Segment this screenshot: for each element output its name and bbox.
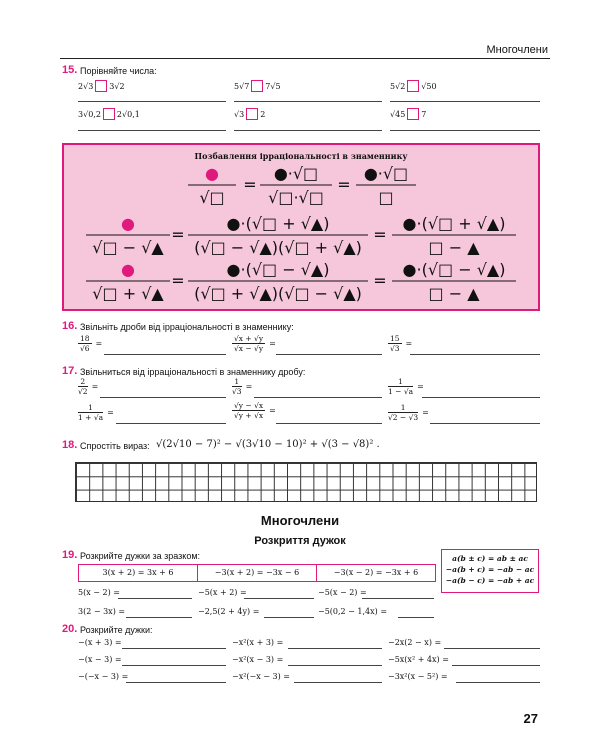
sample-cell: −3(x − 2) = −3x + 6 [333,568,419,577]
l2-rhs-den: □ − ▲ [428,238,480,257]
l2-rhs-num: ●·(√□ + √▲) [402,214,506,233]
answer-line[interactable] [362,598,434,599]
sample-cell: 3(x + 2) = 3x + 6 [79,565,198,581]
rule-formulas [64,145,538,309]
expression: −5x(x² + 4x) = [388,655,449,664]
header-rule [60,58,550,59]
compare-item: √45 7 [390,109,427,119]
expression: −(−x − 3) = [78,672,129,681]
answer-line[interactable] [254,397,382,398]
compare-item: 5√2 √50 [390,81,437,91]
compare-item: 5√7 7√5 [234,81,281,91]
answer-box[interactable] [407,108,419,120]
expression: 3(2 − 3x) = [78,607,126,616]
l2-mid-num: ●·(√□ + √▲) [226,214,330,233]
answer-line[interactable] [126,617,192,618]
rule-line: −a(b − c) = −ab + ac [445,576,535,585]
task-20-number: 20. [62,623,78,635]
answer-line[interactable] [288,648,382,649]
fraction-item: $\frac{2}{√2}$ = [78,377,99,396]
task-18-text: Спростіть вираз: [80,441,150,451]
fraction-item: $\frac{18}{√6}$ = [79,334,103,353]
l1-rhs-den: □ [378,188,394,207]
task-20-text: Розкрийте дужки: [80,625,153,635]
expression: −x²(x + 3) = [232,638,284,647]
rule-line: −a(b + c) = −ab − ac [445,565,535,574]
sample-cell: −3(x + 2) = −3x − 6 [198,565,317,581]
task-19-text: Розкрийте дужки за зразком: [80,551,201,561]
answer-line[interactable] [100,397,226,398]
l1-lhs-num: ● [205,164,219,183]
answer-line[interactable] [276,423,382,424]
answer-line[interactable] [276,354,382,355]
l1-mid-num: ●·√□ [273,164,319,183]
answer-box[interactable] [407,80,419,92]
answer-line[interactable] [288,665,382,666]
fraction-item: $\frac{15}{√3}$ = [389,334,413,353]
section-title: Многочлени [260,513,340,528]
answer-line[interactable] [398,617,434,618]
expression: −5(0,2 − 1,4x) = [318,607,388,616]
task-17-text: Звільниться від ірраціональності в знаменнику дробу: [80,367,306,377]
answer-line[interactable] [122,648,226,649]
l1-rhs-num: ●·√□ [363,164,409,183]
fraction-item: $\frac{1}{√3}$ = [232,377,253,396]
task-15-number: 15. [62,64,78,76]
l1-mid-den: √□·√□ [268,188,324,207]
expression: 5(x − 2) = [78,588,120,597]
answer-line[interactable] [452,665,540,666]
svg-text:=: = [373,271,387,290]
l2-mid-den: (√□ − √▲)(√□ + √▲) [194,238,362,257]
rule-box-caption: Позбавлення ірраціональності в знаменнику [194,151,408,161]
answer-grid[interactable] [75,462,537,502]
expression: −5(x − 2) = [318,588,367,597]
answer-box[interactable] [246,108,258,120]
expression: −(x + 3) = [78,638,122,647]
answer-line[interactable] [422,397,540,398]
task-17-number: 17. [62,365,78,377]
l3-lhs-num: ● [121,260,135,279]
answer-line[interactable] [264,617,314,618]
rule-line: a(b ± c) = ab ± ac [452,554,528,563]
answer-line[interactable] [390,130,540,131]
task-19-number: 19. [62,549,78,561]
answer-line[interactable] [234,130,382,131]
task-16-text: Звільніть дроби від ірраціональності в знаменнику: [80,322,294,332]
compare-item: √3 2 [234,109,266,119]
answer-line[interactable] [390,101,540,102]
fraction-item: $\frac{√x + √y}{√x - √y}$ = [234,334,276,353]
l3-rhs-num: ●·(√□ − √▲) [402,260,506,279]
answer-line[interactable] [126,682,226,683]
answer-line[interactable] [444,648,540,649]
fraction-item: $\frac{1}{1 - √a}$ = [388,377,424,396]
expression: −3x²(x − 5²) = [388,672,448,681]
compare-item: 2√3 3√2 [78,81,125,91]
l3-mid-num: ●·(√□ − √▲) [226,260,330,279]
sample-row [78,564,436,582]
answer-line[interactable] [78,130,226,131]
answer-line[interactable] [294,682,382,683]
fraction-item: $\frac{1}{√2 - √3}$ = [388,403,429,422]
task-16-number: 16. [62,320,78,332]
answer-line[interactable] [244,598,314,599]
l3-lhs-den: √□ + √▲ [92,284,164,303]
answer-line[interactable] [122,665,226,666]
task-18-number: 18. [62,439,78,451]
answer-line[interactable] [78,101,226,102]
compare-item: 3√0,2 2√0,1 [78,109,140,119]
svg-text:=: = [337,175,351,194]
l3-mid-den: (√□ + √▲)(√□ − √▲) [194,284,362,303]
answer-line[interactable] [430,423,540,424]
answer-line[interactable] [104,354,226,355]
l3-rhs-den: □ − ▲ [428,284,480,303]
answer-line[interactable] [234,101,382,102]
fraction-item: $\frac{√y - √x}{√y + √x}$ = [234,401,276,420]
l2-lhs-den: √□ − √▲ [92,238,164,257]
expression: −x²(−x − 3) = [232,672,291,681]
svg-text:=: = [373,225,387,244]
expression: −2,5(2 + 4y) = [198,607,260,616]
answer-box[interactable] [103,108,115,120]
svg-text:=: = [171,225,185,244]
l2-lhs-num: ● [121,214,135,233]
answer-box[interactable] [251,80,263,92]
task-18-expression: √(2√10 − 7)² − √(3√10 − 10)² + √(3 − √8)² . [156,439,380,450]
task-15-text: Порівняйте числа: [80,66,157,76]
running-header: Многочлени [486,44,548,56]
svg-text:=: = [243,175,257,194]
answer-line[interactable] [456,682,540,683]
answer-line[interactable] [116,423,226,424]
page-number: 27 [523,711,538,726]
expression: −(x − 3) = [78,655,122,664]
l1-lhs-den: √□ [199,188,225,207]
rationalization-rule-box [62,143,540,311]
fraction-item: $\frac{1}{1 + √a}$ = [78,403,114,422]
answer-line[interactable] [410,354,540,355]
answer-line[interactable] [118,598,192,599]
expression: −2x(2 − x) = [388,638,442,647]
distribution-rules [441,549,539,593]
svg-text:=: = [171,271,185,290]
answer-box[interactable] [95,80,107,92]
expression: −5(x + 2) = [198,588,247,597]
expression: −x²(x − 3) = [232,655,284,664]
section-subtitle: Розкриття дужок [254,535,346,547]
